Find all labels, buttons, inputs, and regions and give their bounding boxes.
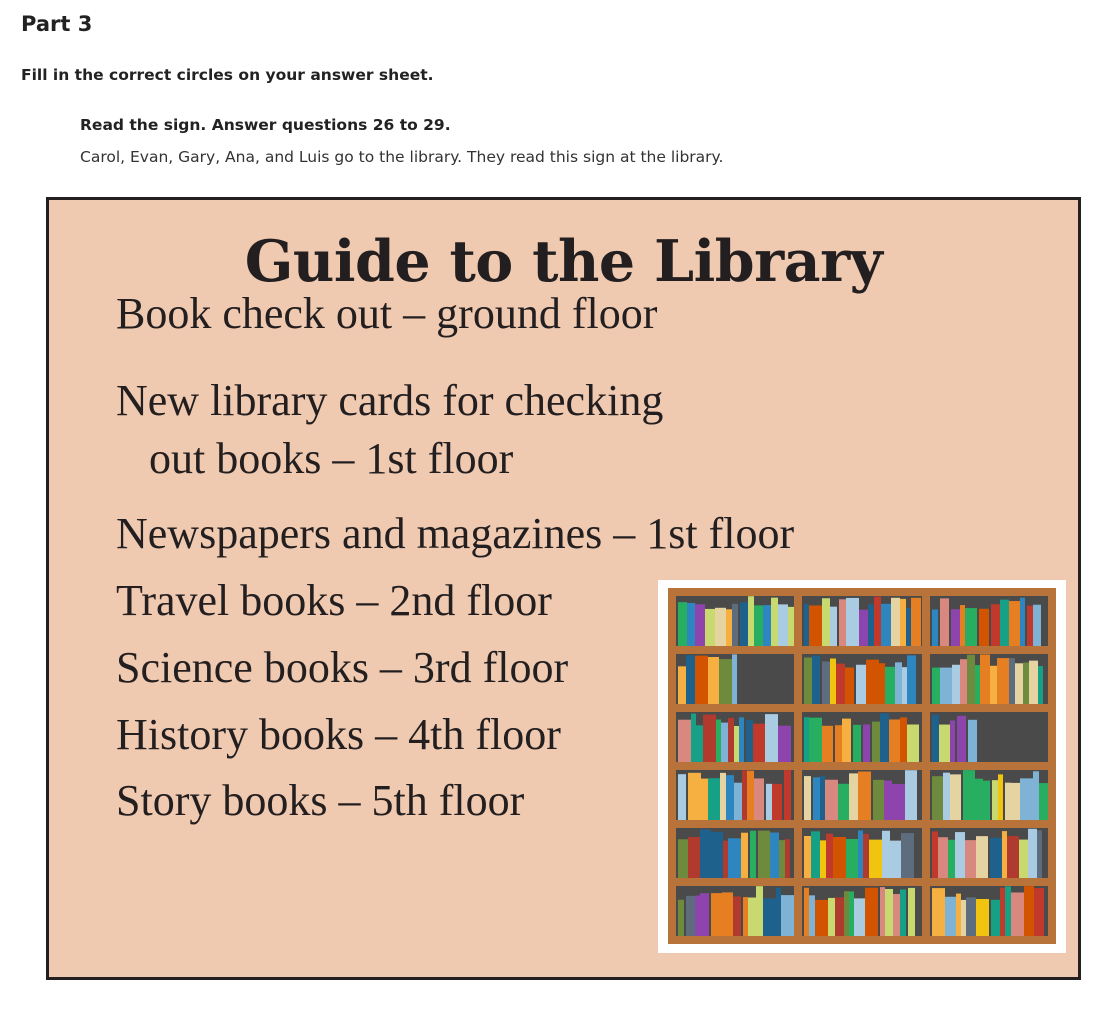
instruction-text: Fill in the correct circles on your answer sheet. — [21, 66, 434, 84]
sign-line-travel: Travel books – 2nd floor — [116, 576, 552, 625]
sign-line-newspapers: Newspapers and magazines – 1st floor — [116, 509, 795, 558]
part-title: Part 3 — [21, 12, 93, 36]
sign-line-book-checkout: Book check out – ground floor — [116, 289, 658, 338]
sign-title: Guide to the Library — [244, 228, 883, 295]
sign-line-history: History books – 4th floor — [116, 710, 561, 759]
library-sign — [46, 197, 1081, 980]
bookshelf-illustration-icon — [668, 588, 1056, 944]
read-sign-instruction: Read the sign. Answer questions 26 to 29. — [80, 116, 451, 134]
intro-text: Carol, Evan, Gary, Ana, and Luis go to the library. They read this sign at the library. — [80, 148, 724, 166]
bookshelf-image — [658, 580, 1066, 953]
sign-line-science: Science books – 3rd floor — [116, 643, 569, 692]
sign-line-library-cards-cont: out books – 1st floor — [149, 434, 514, 483]
sign-line-story: Story books – 5th floor — [116, 776, 525, 825]
sign-line-library-cards: New library cards for checking — [116, 376, 664, 425]
